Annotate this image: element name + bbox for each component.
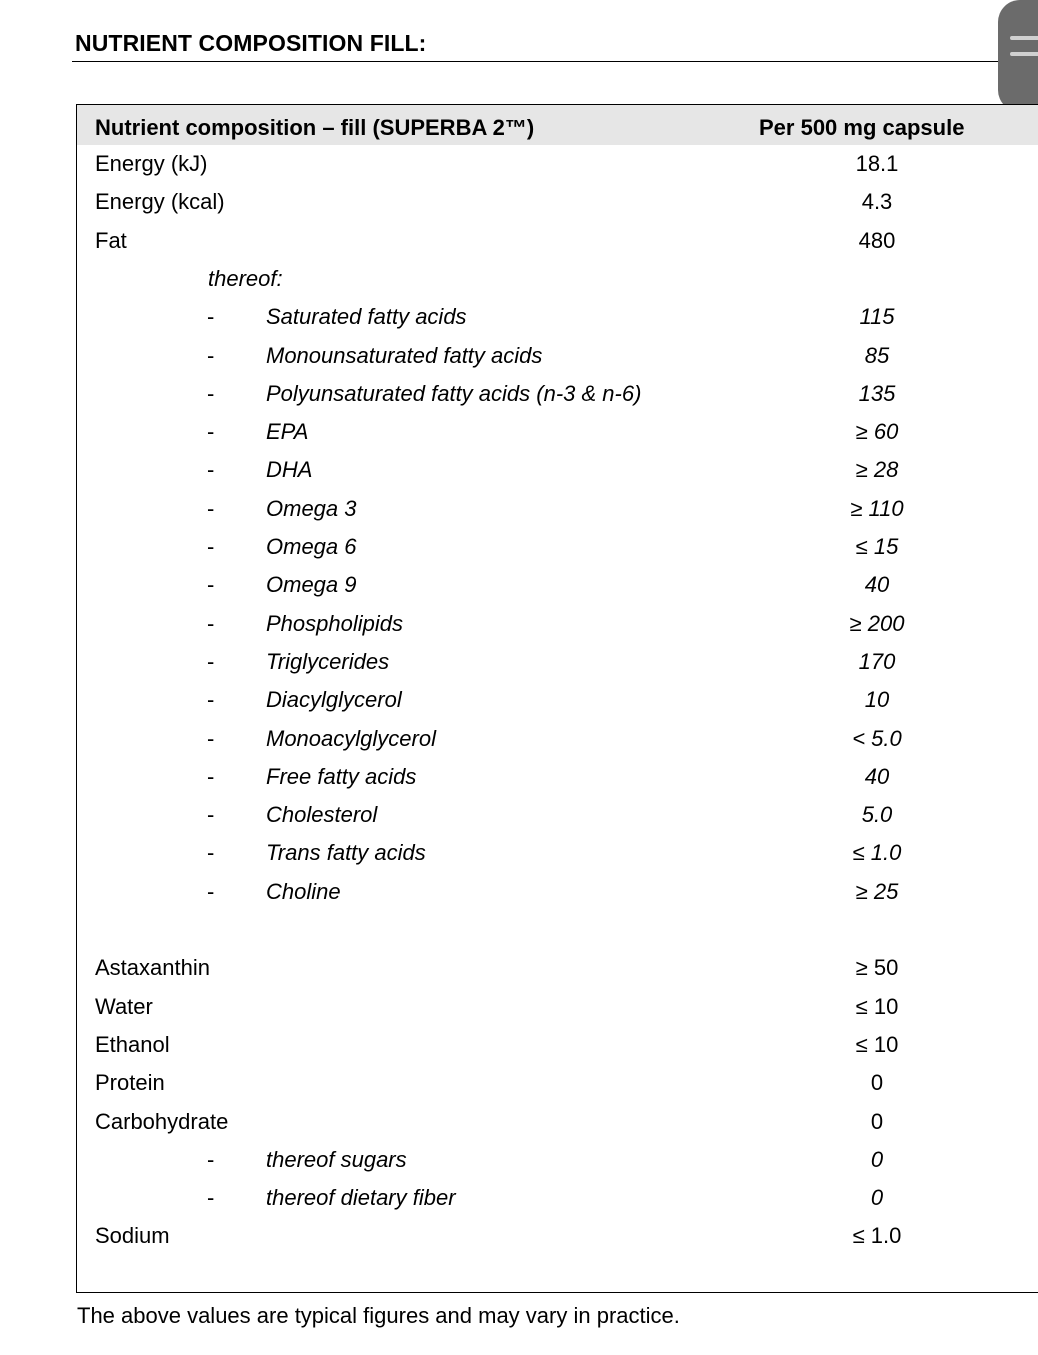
row-value: ≤ 10 bbox=[855, 993, 899, 1019]
row-label: Triglycerides bbox=[266, 648, 390, 674]
row-value: ≥ 60 bbox=[855, 419, 899, 445]
nutrient-table bbox=[76, 104, 1038, 1293]
row-value: ≥ 28 bbox=[855, 457, 899, 483]
bullet-dash: - bbox=[207, 457, 215, 483]
row-label: Saturated fatty acids bbox=[266, 304, 467, 330]
bullet-dash: - bbox=[207, 610, 215, 636]
row-label: Trans fatty acids bbox=[266, 840, 426, 866]
bullet-dash: - bbox=[207, 687, 215, 713]
table-row bbox=[77, 1217, 1038, 1255]
row-value: ≤ 15 bbox=[855, 534, 899, 559]
row-value: ≤ 1.0 bbox=[852, 1223, 902, 1249]
table-row bbox=[77, 375, 1038, 413]
row-value: ≥ 25 bbox=[855, 878, 899, 904]
side-tab[interactable] bbox=[998, 0, 1038, 112]
bullet-dash: - bbox=[207, 380, 215, 406]
row-label: Cholesterol bbox=[266, 802, 378, 828]
table-row bbox=[77, 796, 1038, 834]
bullet-dash: - bbox=[207, 725, 215, 751]
row-value: 0 bbox=[870, 1146, 884, 1172]
row-label: Water bbox=[95, 993, 153, 1019]
bullet-dash: - bbox=[207, 1146, 215, 1172]
table-row bbox=[77, 1141, 1038, 1179]
table-row bbox=[77, 643, 1038, 681]
bullet-dash: - bbox=[207, 304, 215, 330]
table-row bbox=[77, 911, 1038, 949]
row-label: Energy (kcal) bbox=[95, 189, 225, 215]
row-label: Fat bbox=[95, 227, 127, 253]
table-row bbox=[77, 1103, 1038, 1141]
table-row bbox=[77, 758, 1038, 796]
row-label: Omega 9 bbox=[266, 572, 357, 598]
table-row bbox=[77, 681, 1038, 719]
row-value: < 5.0 bbox=[852, 725, 902, 751]
table-row bbox=[77, 873, 1038, 911]
row-value: 170 bbox=[858, 648, 896, 674]
row-value: 40 bbox=[864, 763, 890, 789]
bullet-dash: - bbox=[207, 342, 215, 368]
row-value: ≥ 200 bbox=[849, 610, 905, 636]
row-label: thereof sugars bbox=[266, 1146, 407, 1172]
bullet-dash: - bbox=[207, 840, 215, 866]
footnote: The above values are typical figures and may vary in practice. bbox=[77, 1303, 680, 1328]
row-value: 0 bbox=[870, 1185, 884, 1211]
row-label: Ethanol bbox=[95, 1031, 170, 1057]
row-value: 18.1 bbox=[855, 151, 899, 176]
menu-icon-bar-bottom bbox=[1010, 52, 1038, 56]
table-row bbox=[77, 1064, 1038, 1102]
row-label: EPA bbox=[266, 419, 309, 445]
table-row bbox=[77, 183, 1038, 221]
row-label: Omega 6 bbox=[266, 534, 357, 559]
row-value: ≤ 1.0 bbox=[852, 840, 902, 866]
table-row bbox=[77, 337, 1038, 375]
bullet-dash: - bbox=[207, 763, 215, 789]
row-value: ≤ 10 bbox=[855, 1031, 899, 1057]
row-value: 10 bbox=[864, 687, 890, 713]
table-row bbox=[77, 1026, 1038, 1064]
row-label: Carbohydrate bbox=[95, 1108, 229, 1134]
row-value: 115 bbox=[859, 304, 895, 330]
table-row bbox=[77, 490, 1038, 528]
table-row bbox=[77, 1179, 1038, 1217]
table-row bbox=[77, 413, 1038, 451]
row-value: 40 bbox=[864, 572, 890, 598]
table-header bbox=[77, 105, 1038, 145]
row-label: Phospholipids bbox=[266, 610, 403, 636]
bullet-dash: - bbox=[207, 802, 215, 828]
row-label: Choline bbox=[266, 878, 341, 904]
header-value: Per 500 mg capsule bbox=[759, 115, 965, 140]
row-value: 4.3 bbox=[861, 189, 893, 215]
table-row bbox=[77, 720, 1038, 758]
table-row bbox=[77, 834, 1038, 872]
row-label: Sodium bbox=[95, 1223, 170, 1249]
row-label: DHA bbox=[266, 457, 313, 483]
row-label: Monounsaturated fatty acids bbox=[266, 342, 543, 368]
row-label: Protein bbox=[95, 1070, 165, 1096]
table-row bbox=[77, 145, 1038, 183]
table-row bbox=[77, 222, 1038, 260]
row-value: 0 bbox=[870, 1070, 884, 1096]
row-value: 480 bbox=[858, 227, 896, 253]
row-label: Omega 3 bbox=[266, 495, 357, 521]
row-label: Energy (kJ) bbox=[95, 151, 208, 176]
row-label: thereof dietary fiber bbox=[266, 1185, 456, 1211]
table-row bbox=[77, 988, 1038, 1026]
bullet-dash: - bbox=[207, 572, 215, 598]
row-value: ≥ 50 bbox=[855, 955, 899, 981]
table-row bbox=[77, 605, 1038, 643]
row-label: Polyunsaturated fatty acids (n-3 & n-6) bbox=[266, 380, 642, 406]
row-value: 85 bbox=[864, 342, 890, 368]
row-value: 0 bbox=[870, 1108, 884, 1134]
row-label: thereof: bbox=[208, 265, 283, 291]
table-row bbox=[77, 451, 1038, 489]
bullet-dash: - bbox=[207, 419, 215, 445]
row-label: Free fatty acids bbox=[266, 763, 417, 789]
section-heading: NUTRIENT COMPOSITION FILL: bbox=[75, 30, 427, 56]
row-label: Astaxanthin bbox=[95, 955, 210, 981]
row-value: 135 bbox=[858, 380, 896, 406]
row-label: Monoacylglycerol bbox=[266, 725, 436, 751]
heading-rule bbox=[72, 61, 1038, 62]
table-row bbox=[77, 949, 1038, 987]
header-label: Nutrient composition – fill (SUPERBA 2™) bbox=[95, 115, 535, 140]
table-row bbox=[77, 298, 1038, 336]
bullet-dash: - bbox=[207, 648, 215, 674]
bullet-dash: - bbox=[207, 495, 215, 521]
row-value: ≥ 110 bbox=[850, 495, 904, 521]
table-row bbox=[77, 260, 1038, 298]
row-label: Diacylglycerol bbox=[266, 687, 402, 713]
menu-icon-bar-top bbox=[1010, 36, 1038, 40]
bullet-dash: - bbox=[207, 878, 215, 904]
row-value: 5.0 bbox=[861, 802, 893, 828]
bullet-dash: - bbox=[207, 534, 215, 559]
table-row bbox=[77, 566, 1038, 604]
table-row bbox=[77, 528, 1038, 566]
bullet-dash: - bbox=[207, 1185, 215, 1211]
